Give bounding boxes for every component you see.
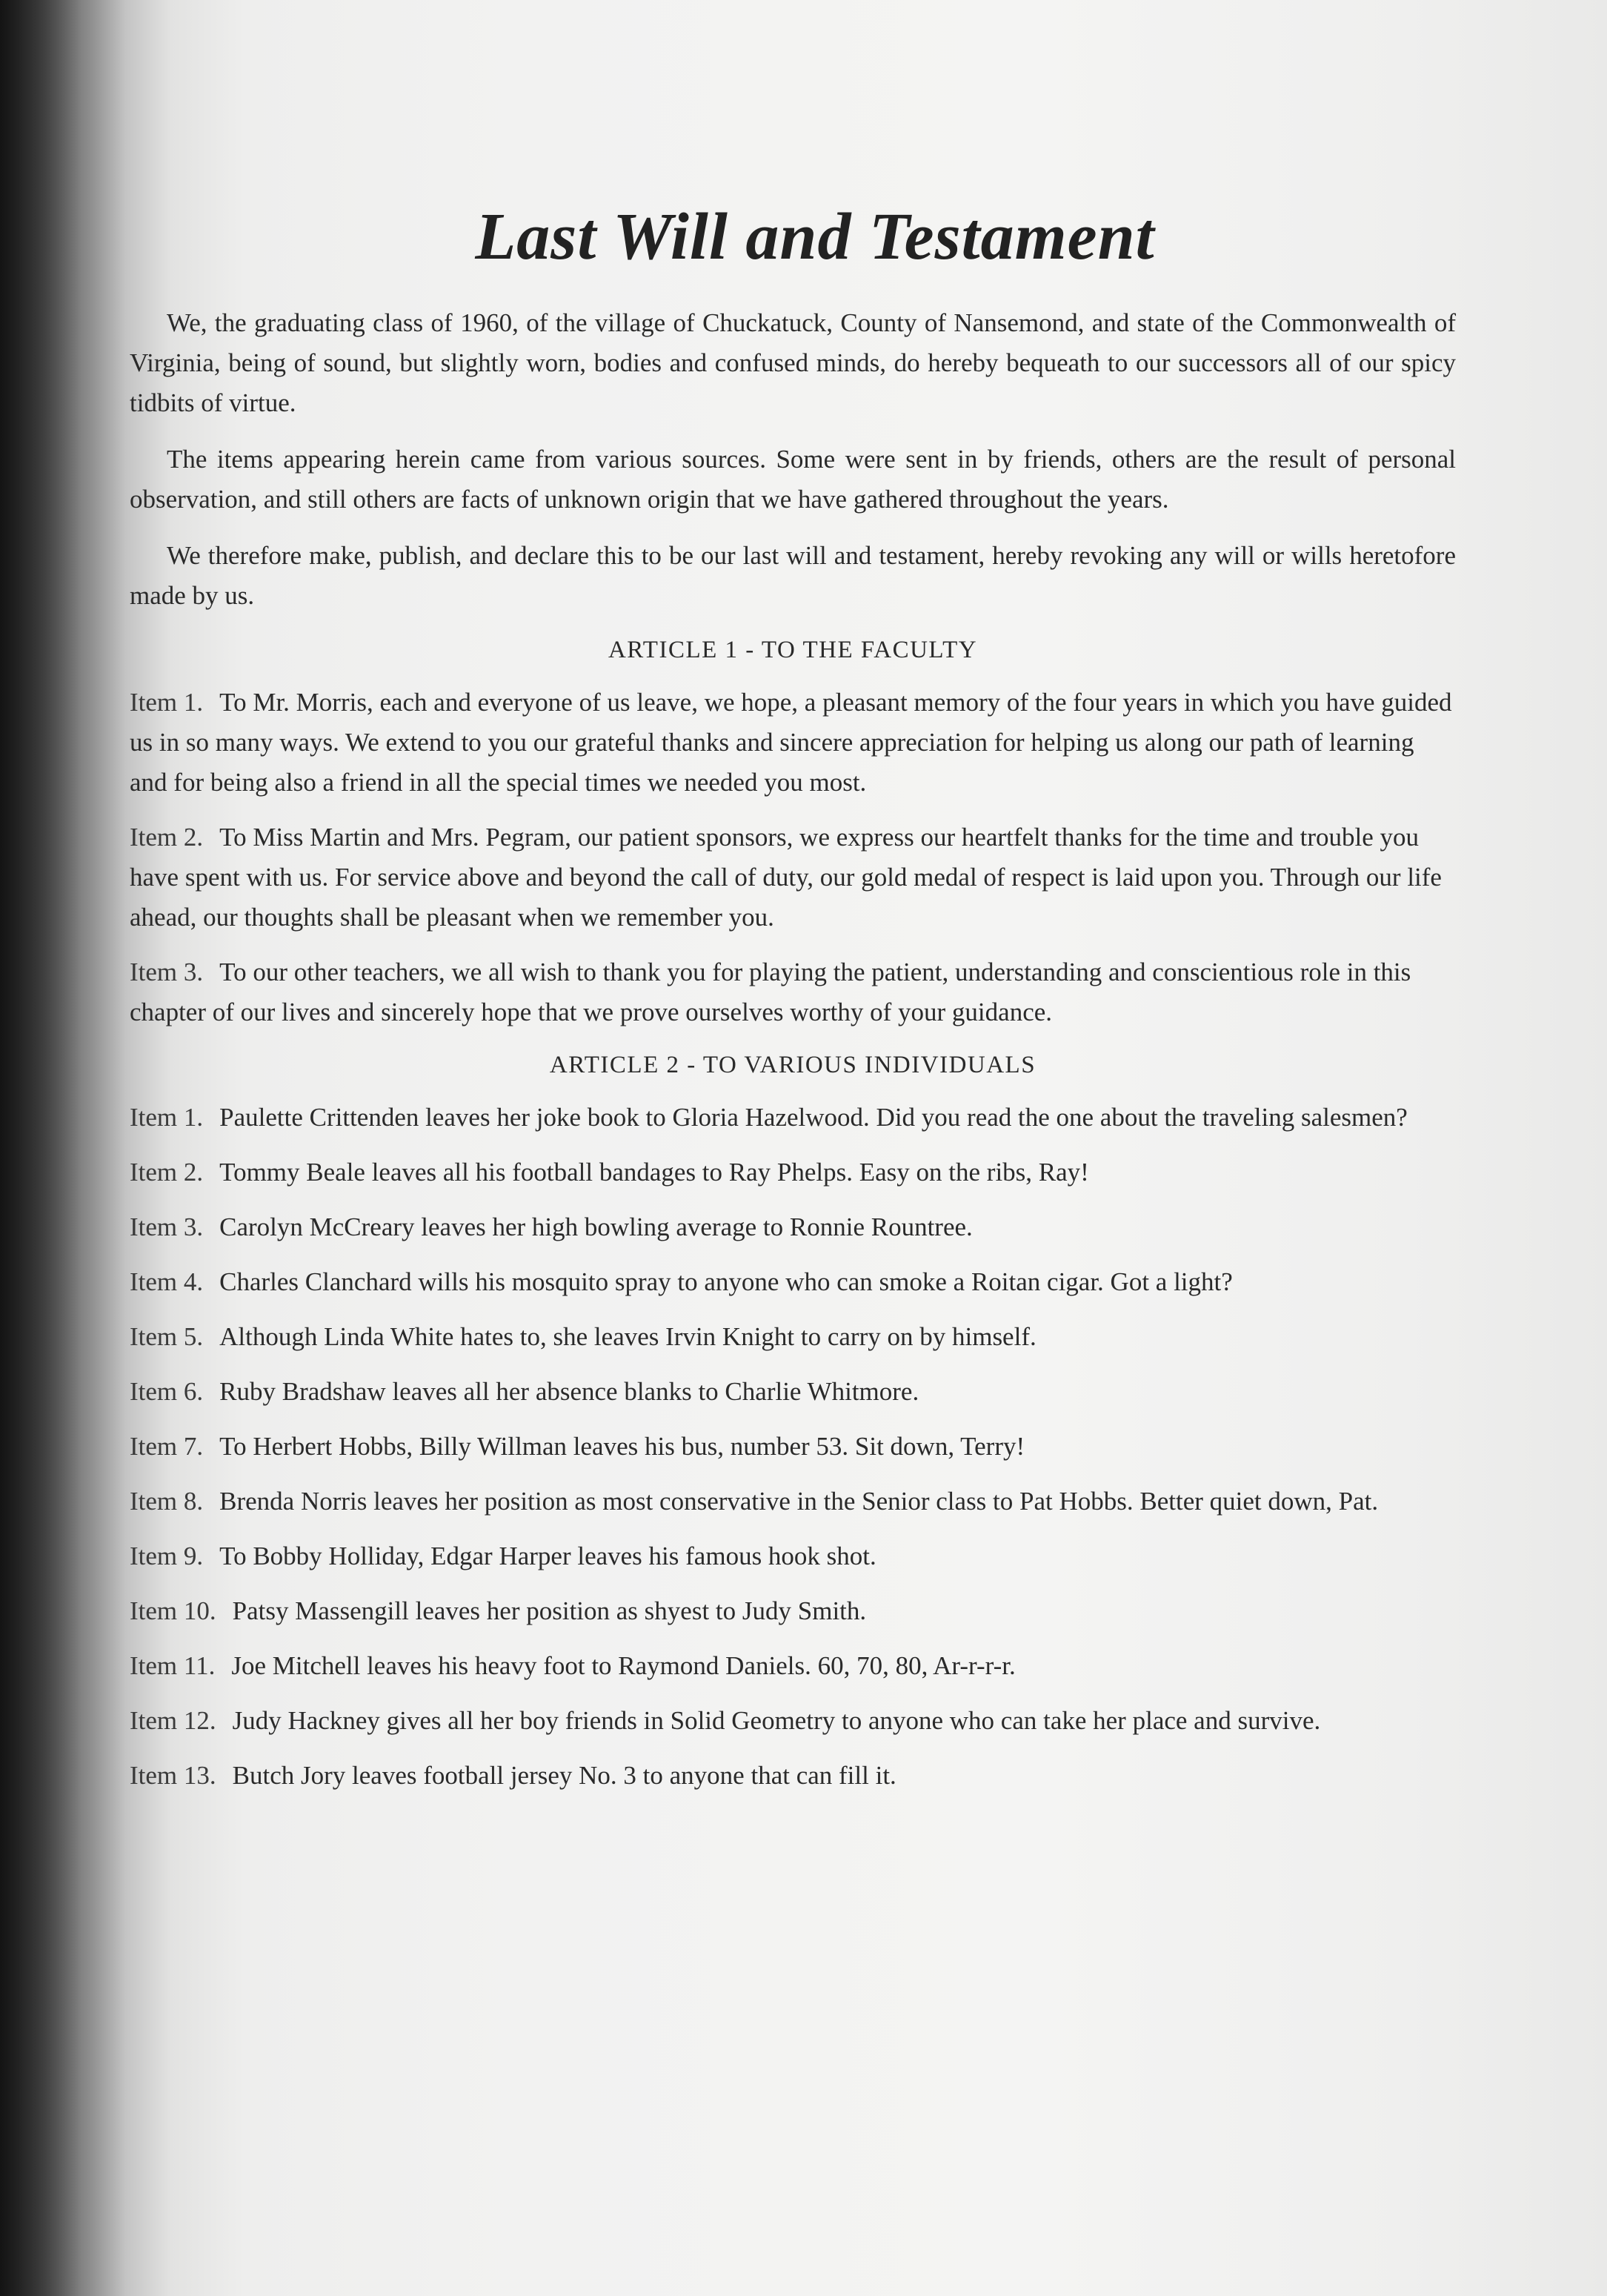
intro-paragraph-2: The items appearing herein came from various sources. Some were sent in by friends, others are the result of personal observation, and still others are facts of unknown origin that we have gathered throughout the years. <box>130 445 1456 514</box>
item-label: Item 7. <box>130 1432 204 1461</box>
article-2-item-8 <box>130 1482 1456 1522</box>
item-text: Ruby Bradshaw leaves all her absence blanks to Charlie Whitmore. <box>219 1377 919 1406</box>
item-text: Charles Clanchard wills his mosquito spray to anyone who can smoke a Roitan cigar. Got a light? <box>219 1267 1233 1296</box>
item-label: Item 8. <box>130 1487 204 1516</box>
item-label: Item 9. <box>130 1542 204 1570</box>
item-text: Joe Mitchell leaves his heavy foot to Raymond Daniels. 60, 70, 80, Ar-r-r-r. <box>231 1651 1016 1680</box>
article-2-item-9 <box>130 1536 1456 1576</box>
article-2-item-11 <box>130 1646 1456 1686</box>
item-text: Brenda Norris leaves her position as most conservative in the Senior class to Pat Hobbs. Better quiet down, Pat. <box>219 1487 1379 1516</box>
item-label: Item 1. <box>130 1103 204 1132</box>
item-text: To Herbert Hobbs, Billy Willman leaves his bus, number 53. Sit down, Terry! <box>219 1432 1025 1461</box>
intro-paragraph-3: We therefore make, publish, and declare this to be our last will and testament, hereby revoking any will or wills heretofore made by us. <box>130 541 1456 610</box>
item-text: To Miss Martin and Mrs. Pegram, our patient sponsors, we express our heartfelt thanks for the time and trouble you have spent with us. For service above and beyond the call of duty, our gold medal of respect is laid upon you. Through our life ahead, our thoughts shall be pleasant when we remember you. <box>130 823 1442 932</box>
item-text: To our other teachers, we all wish to thank you for playing the patient, understanding and conscientious role in this chapter of our lives and sincerely hope that we prove ourselves worthy of your guidance. <box>130 958 1411 1026</box>
item-text: Butch Jory leaves football jersey No. 3 to anyone that can fill it. <box>232 1761 896 1790</box>
article-2-item-2 <box>130 1152 1456 1192</box>
item-text: Paulette Crittenden leaves her joke book to Gloria Hazelwood. Did you read the one about the traveling salesmen? <box>219 1103 1408 1132</box>
article-2-item-1 <box>130 1098 1456 1138</box>
article-2-item-7 <box>130 1427 1456 1467</box>
item-label: Item 12. <box>130 1706 216 1735</box>
item-text: Although Linda White hates to, she leaves Irvin Knight to carry on by himself. <box>219 1322 1037 1351</box>
page-title: Last Will and Testament <box>475 200 1155 273</box>
article-2-item-5 <box>130 1317 1456 1357</box>
article-2-heading: ARTICLE 2 - TO VARIOUS INDIVIDUALS <box>549 1052 1037 1078</box>
item-label: Item 2. <box>130 823 204 852</box>
article-1-item-3 <box>130 952 1456 1032</box>
article-2-item-3 <box>130 1207 1456 1247</box>
item-text: Patsy Massengill leaves her position as shyest to Judy Smith. <box>232 1596 867 1625</box>
item-label: Item 11. <box>130 1651 216 1680</box>
item-text: Carolyn McCreary leaves her high bowling average to Ronnie Rountree. <box>219 1212 973 1241</box>
article-2-item-13 <box>130 1756 1456 1796</box>
item-text: To Mr. Morris, each and everyone of us leave, we hope, a pleasant memory of the four years in which you have guided us in so many ways. We extend to you our grateful thanks and sincere appreciation for helping us along our path of learning and for being also a friend in all the special times we needed you most. <box>130 688 1452 797</box>
article-1-item-2 <box>130 817 1456 938</box>
article-2-item-6 <box>130 1372 1456 1412</box>
item-label: Item 3. <box>130 1212 204 1241</box>
document-body <box>130 200 1456 1811</box>
item-text: To Bobby Holliday, Edgar Harper leaves his famous hook shot. <box>219 1542 876 1570</box>
item-label: Item 1. <box>130 688 204 717</box>
intro-paragraph-1: We, the graduating class of 1960, of the village of Chuckatuck, County of Nansemond, and state of the Commonwealth of Virginia, being of sound, but slightly worn, bodies and confused minds, do hereby bequeath to our successors all of our spicy tidbits of virtue. <box>130 308 1456 417</box>
article-1-heading: ARTICLE 1 - TO THE FACULTY <box>608 637 978 663</box>
article-2-item-4 <box>130 1262 1456 1302</box>
item-label: Item 2. <box>130 1158 204 1187</box>
item-text: Judy Hackney gives all her boy friends in Solid Geometry to anyone who can take her place and survive. <box>232 1706 1321 1735</box>
item-label: Item 10. <box>130 1596 216 1625</box>
item-label: Item 13. <box>130 1761 216 1790</box>
binding-shadow <box>0 0 81 2296</box>
article-2-item-12 <box>130 1701 1456 1741</box>
item-text: Tommy Beale leaves all his football bandages to Ray Phelps. Easy on the ribs, Ray! <box>219 1158 1089 1187</box>
item-label: Item 6. <box>130 1377 204 1406</box>
item-label: Item 5. <box>130 1322 204 1351</box>
article-2-item-10 <box>130 1591 1456 1631</box>
item-label: Item 4. <box>130 1267 204 1296</box>
article-1-item-1 <box>130 683 1456 803</box>
item-label: Item 3. <box>130 958 204 986</box>
